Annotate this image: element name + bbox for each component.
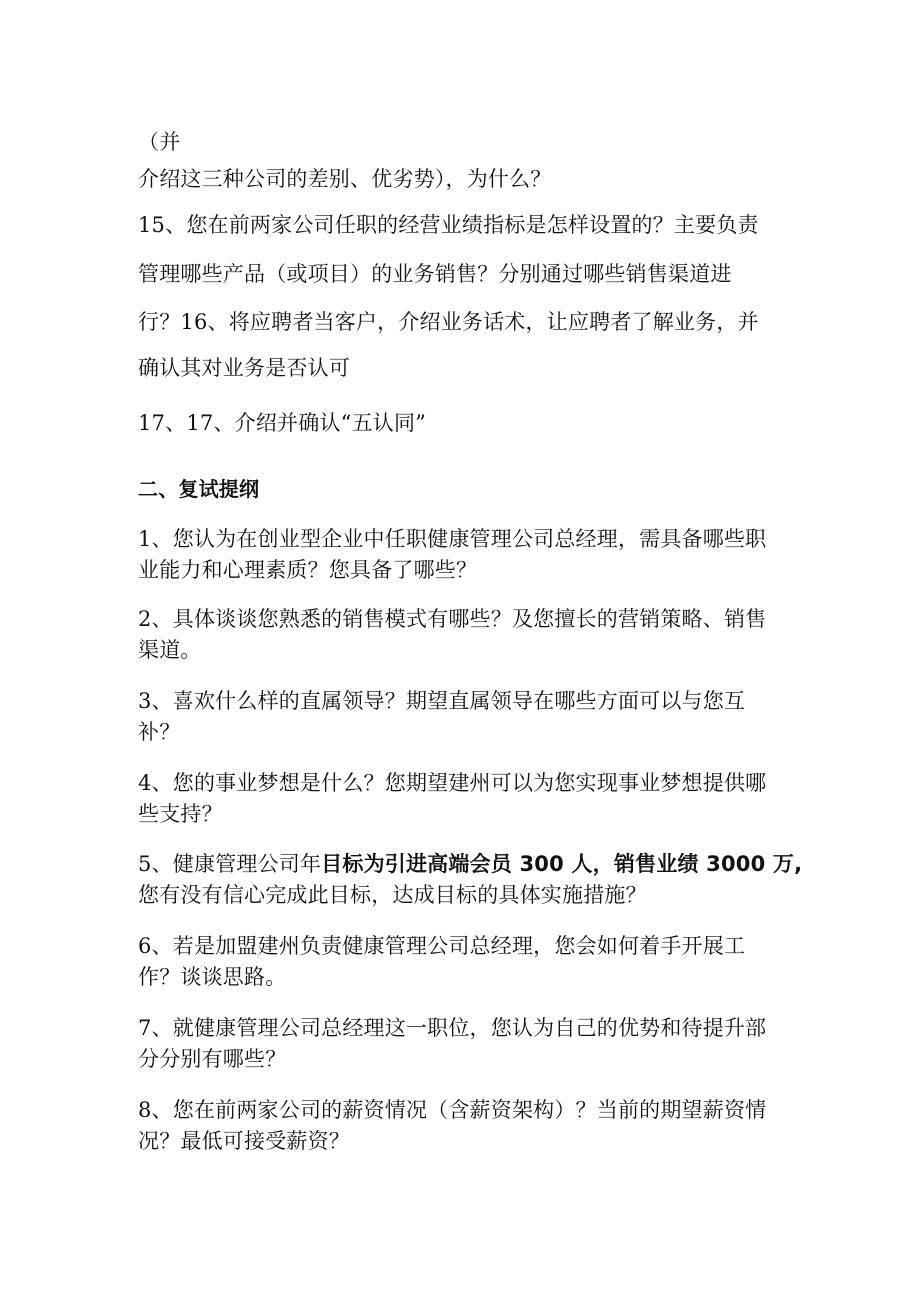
question-15-line-2: 管理哪些产品（或项目）的业务销售？分别通过哪些销售渠道进 xyxy=(138,262,732,286)
item-2-line-1: 2、具体谈谈您熟悉的销售模式有哪些？及您擅长的营销策略、销售 xyxy=(138,607,767,631)
item-8-line-1: 8、您在前两家公司的薪资情况（含薪资架构）？当前的期望薪资情 xyxy=(138,1098,767,1122)
item-5-bold-target: 目标为引进高端会员 300 人，销售业绩 3000 万, xyxy=(321,852,803,876)
question-17: 17、17、介绍并确认“五认同” xyxy=(138,411,427,435)
item-2-line-2: 渠道。 xyxy=(138,638,202,662)
question-15-line-4: 确认其对业务是否认可 xyxy=(138,356,350,380)
item-1-line-1: 1、您认为在创业型企业中任职健康管理公司总经理，需具备哪些职 xyxy=(138,527,767,551)
question-15-line-3: 行？16、将应聘者当客户，介绍业务话术，让应聘者了解业务，并 xyxy=(138,310,759,334)
item-6-line-2: 作？谈谈思路。 xyxy=(138,965,287,989)
question-15-line-1: 15、您在前两家公司任职的经营业绩指标是怎样设置的？主要负责 xyxy=(138,213,759,237)
item-8-line-2: 况？最低可接受薪资？ xyxy=(138,1129,350,1153)
item-4-line-1: 4、您的事业梦想是什么？您期望建州可以为您实现事业梦想提供哪 xyxy=(138,771,767,795)
item-7-line-1: 7、就健康管理公司总经理这一职位，您认为自己的优势和待提升部 xyxy=(138,1016,767,1040)
item-3-line-1: 3、喜欢什么样的直属领导？期望直属领导在哪些方面可以与您互 xyxy=(138,689,746,713)
item-6-line-1: 6、若是加盟建州负责健康管理公司总经理，您会如何着手开展工 xyxy=(138,934,746,958)
section-title: 二、复试提纲 xyxy=(138,477,260,501)
item-5-line-1 xyxy=(138,849,802,879)
item-4-line-2: 些支持？ xyxy=(138,802,223,826)
item-5-line-2: 您有没有信心完成此目标，达成目标的具体实施措施？ xyxy=(138,883,647,907)
item-3-line-2: 补？ xyxy=(138,720,181,744)
item-1-line-2: 业能力和心理素质？您具备了哪些？ xyxy=(138,558,478,582)
item-7-line-2: 分分别有哪些？ xyxy=(138,1047,287,1071)
continuation-line-1: （并 xyxy=(138,130,181,154)
continuation-line-2: 介绍这三种公司的差别、优劣势），为什么？ xyxy=(138,167,552,191)
item-5-plain-text: 5、健康管理公司年 xyxy=(138,852,322,876)
